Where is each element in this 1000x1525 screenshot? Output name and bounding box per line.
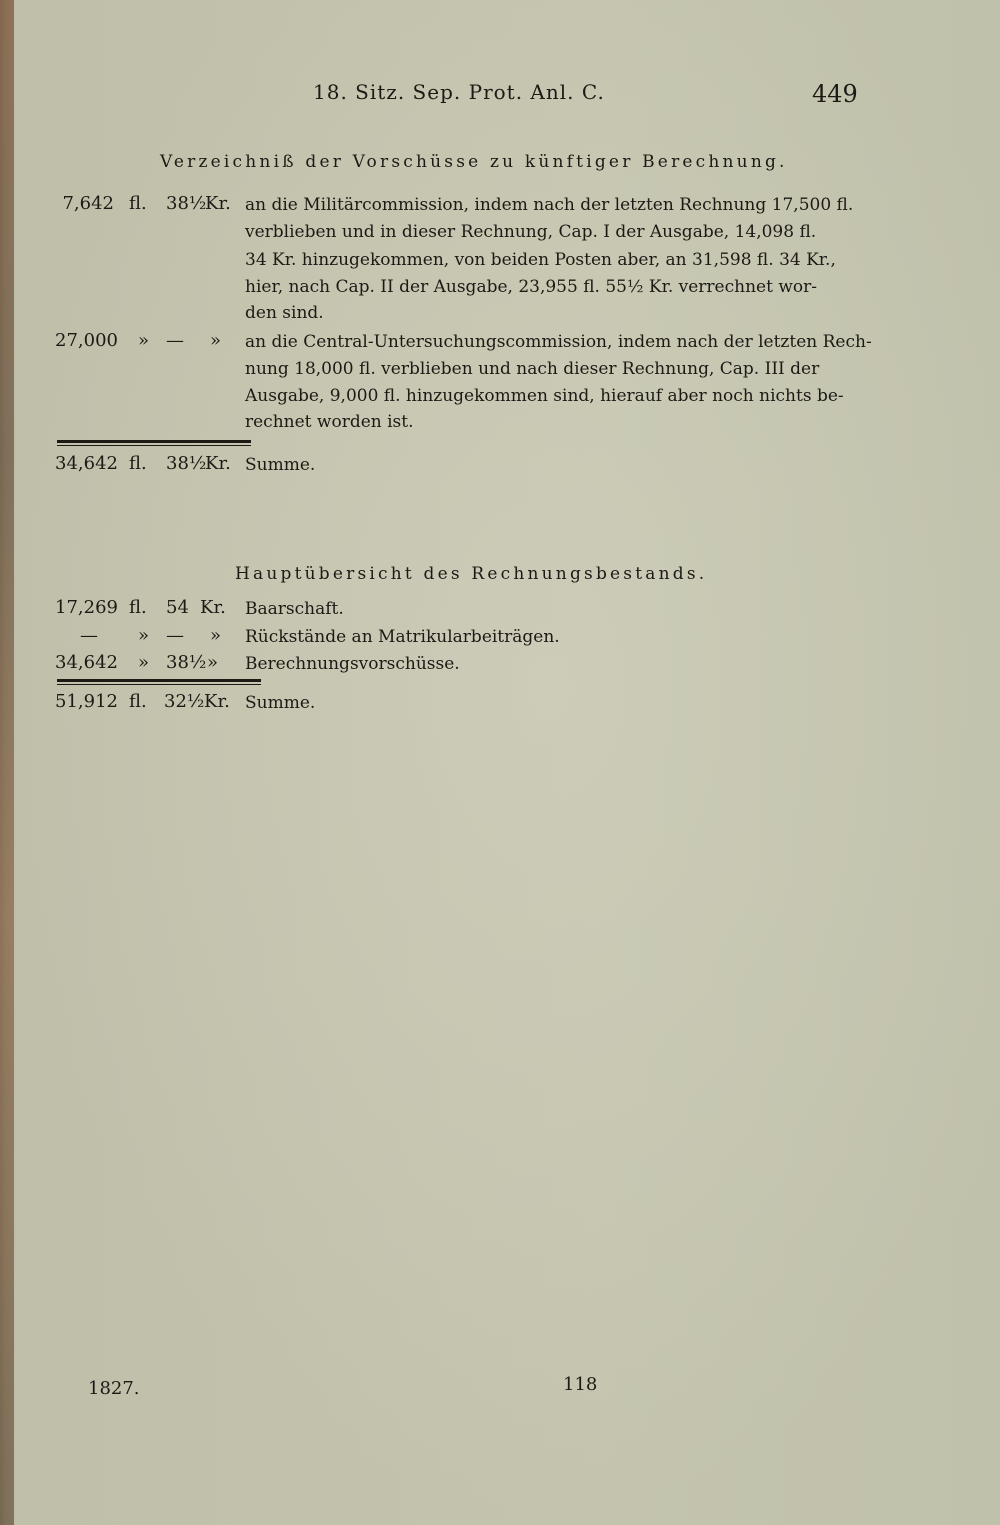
entry-kreuzer: 38½ xyxy=(166,193,207,214)
section1-title: Verzeichniß der Vorschüsse zu künftiger Berechnung. xyxy=(160,152,788,172)
entry-text-line: den sind. xyxy=(245,303,324,323)
entry-unit-kr: » xyxy=(210,330,222,351)
entry-unit-fl: fl. xyxy=(129,193,147,214)
row-label: Berechnungsvorschüsse. xyxy=(245,654,460,674)
row-label: Rückstände an Matrikularbeiträgen. xyxy=(245,627,560,647)
sum-rule xyxy=(57,679,261,682)
sum-rule-thin xyxy=(57,445,251,446)
signature-number: 118 xyxy=(563,1374,598,1395)
row-kreuzer: 38½ xyxy=(166,652,207,673)
binding-edge xyxy=(0,0,14,1525)
entry-text-line: nung 18,000 fl. verblieben und nach dieser Rechnung, Cap. III der xyxy=(245,359,820,379)
entry-text-line: an die Militärcommission, indem nach der letzten Rechnung 17,500 fl. xyxy=(245,195,854,215)
row-unit-fl: » xyxy=(138,652,150,673)
entry-text-line: hier, nach Cap. II der Ausgabe, 23,955 fl. 55½ Kr. verrechnet wor- xyxy=(245,277,817,297)
total-unit-fl: fl. xyxy=(129,691,147,712)
page-number: 449 xyxy=(812,80,858,108)
total-amount: 51,912 xyxy=(55,691,118,712)
section2-title: Hauptübersicht des Rechnungsbestands. xyxy=(235,564,708,584)
entry-amount: 27,000 xyxy=(55,330,118,351)
entry-text-line: rechnet worden ist. xyxy=(245,412,414,432)
row-amount: 17,269 xyxy=(55,597,118,618)
total-unit-fl: fl. xyxy=(129,453,147,474)
entry-unit-fl: » xyxy=(138,330,150,351)
entry-text-line: an die Central-Untersuchungscommission, indem nach der letzten Rech- xyxy=(245,332,872,352)
footer-year: 1827. xyxy=(88,1378,140,1399)
total-amount: 34,642 xyxy=(55,453,118,474)
row-unit-kr: Kr. xyxy=(200,597,226,618)
entry-text-line: verblieben und in dieser Rechnung, Cap. I der Ausgabe, 14,098 fl. xyxy=(245,222,817,242)
row-unit-fl: » xyxy=(138,625,150,646)
row-amount: — xyxy=(80,625,98,646)
total-unit-kr: Kr. xyxy=(205,453,231,474)
row-unit-kr: » xyxy=(207,652,219,673)
row-kreuzer: 54 xyxy=(166,597,189,618)
total-label: Summe. xyxy=(245,693,316,713)
entry-kreuzer: — xyxy=(166,330,184,351)
total-label: Summe. xyxy=(245,455,316,475)
row-label: Baarschaft. xyxy=(245,599,344,619)
row-unit-kr: » xyxy=(210,625,222,646)
running-head: 18. Sitz. Sep. Prot. Anl. C. xyxy=(313,80,605,104)
entry-text-line: 34 Kr. hinzugekommen, von beiden Posten aber, an 31,598 fl. 34 Kr., xyxy=(245,250,836,270)
total-kreuzer: 38½ xyxy=(166,453,207,474)
entry-amount: 7,642 xyxy=(62,193,114,214)
sum-rule xyxy=(57,440,251,443)
row-amount: 34,642 xyxy=(55,652,118,673)
row-kreuzer: — xyxy=(166,625,184,646)
row-unit-fl: fl. xyxy=(129,597,147,618)
sum-rule-thin xyxy=(57,684,261,685)
total-unit-kr: Kr. xyxy=(204,691,230,712)
entry-unit-kr: Kr. xyxy=(205,193,231,214)
total-kreuzer: 32½ xyxy=(164,691,205,712)
entry-text-line: Ausgabe, 9,000 fl. hinzugekommen sind, hierauf aber noch nichts be- xyxy=(245,386,844,406)
